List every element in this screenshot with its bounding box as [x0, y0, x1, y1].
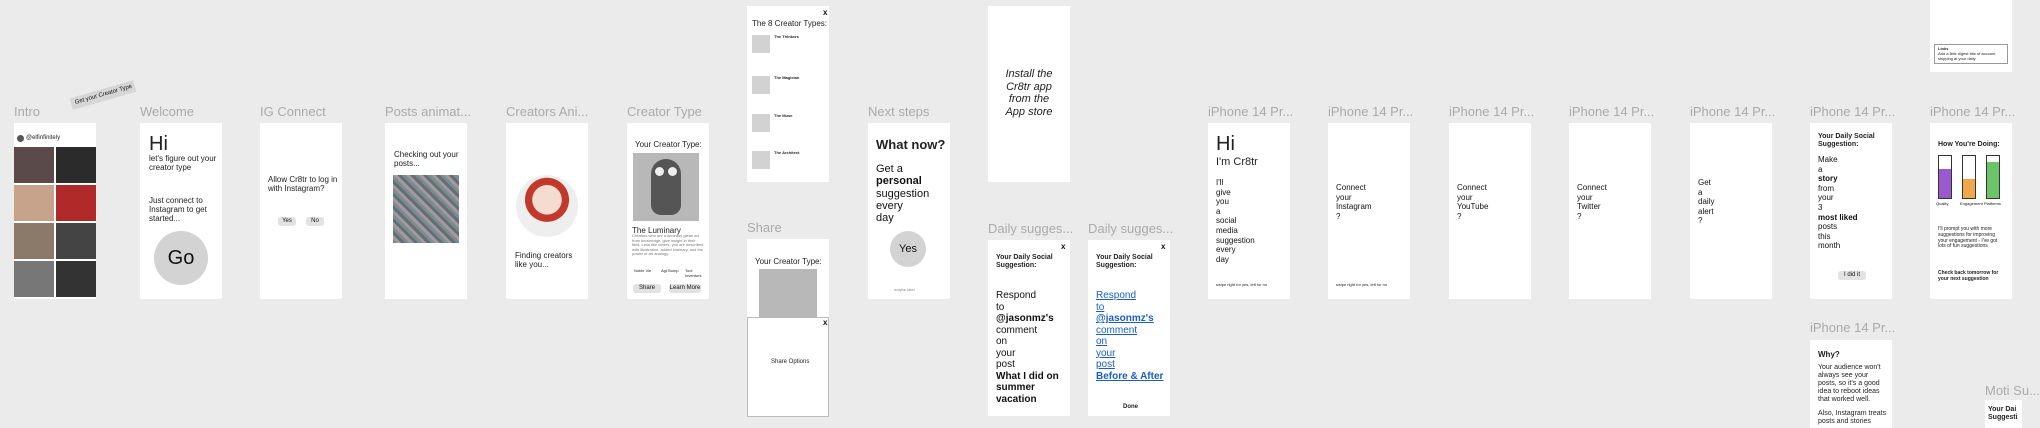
go-button[interactable]: [154, 231, 208, 285]
maybe-later-link[interactable]: maybe later: [894, 287, 915, 292]
share-options-text: Share Options: [771, 359, 810, 365]
frame-label-creators[interactable]: Creators Ani...: [506, 104, 589, 119]
creator-type-title: Your Creator Type:: [635, 140, 702, 149]
trait-3: Tool Inventors: [685, 268, 702, 278]
creators-text: Finding creators like you...: [515, 251, 573, 270]
ig-prompt: Allow Cr8tr to log in with Instagram?: [268, 175, 338, 194]
tooltip-text: Add a little digest title of account shipping at your daily: [1938, 51, 1996, 61]
ip1-name: I'm Cr8tr: [1216, 156, 1258, 168]
frame-iphone-2: [1328, 123, 1410, 299]
frame-label-daily1[interactable]: Daily sugges...: [988, 221, 1074, 236]
frame-iphone-3: [1449, 123, 1531, 299]
frame-label-share[interactable]: Share: [747, 220, 782, 235]
learn-more-button[interactable]: Learn More: [669, 285, 701, 291]
welcome-line1: let's figure out your creator type: [149, 154, 217, 173]
frame-label-daily2[interactable]: Daily sugges...: [1088, 221, 1174, 236]
share-title: Your Creator Type:: [755, 257, 822, 266]
posts-text: Checking out your posts...: [394, 150, 459, 169]
go-label: Go: [167, 247, 195, 269]
no-button[interactable]: No: [306, 217, 324, 226]
daily-title: Your Daily Social Suggestion:: [996, 254, 1053, 270]
type-item: The Architect: [774, 150, 800, 155]
type-item: The Magician: [774, 75, 800, 80]
progress-bar-engagement: [1962, 155, 1976, 199]
sticky-note[interactable]: [70, 80, 137, 110]
frame-label-creator-type[interactable]: Creator Type: [627, 104, 702, 119]
frame-iphone-6: [1810, 123, 1892, 299]
posts-image: [393, 175, 459, 243]
next-body: Get a personal suggestion every day: [876, 163, 930, 225]
frame-iphone-7: [1930, 123, 2012, 299]
progress-bar-quality: [1938, 155, 1952, 199]
frame-iphone-1: [1208, 123, 1290, 299]
tooltip-title: Links: [1938, 46, 1949, 51]
sticky-text: Get your Creator Type: [74, 83, 133, 106]
progress-fill: [1939, 169, 1951, 198]
tooltip-box: [1934, 44, 2008, 64]
ip4-body: Connect your Twitter ?: [1577, 183, 1607, 221]
frame-daily-2: [1088, 240, 1170, 416]
frame-daily-1: [988, 240, 1070, 416]
frame-label-iphone[interactable]: iPhone 14 Pr...: [1449, 104, 1535, 119]
frame-label-moti[interactable]: Moti Su...: [1985, 383, 2040, 398]
yes-button[interactable]: Yes: [278, 217, 296, 226]
type-item: The Thinkers: [774, 34, 799, 39]
close-icon[interactable]: x: [1161, 242, 1166, 251]
close-icon[interactable]: x: [1061, 242, 1066, 251]
frame-label-ig-connect[interactable]: IG Connect: [260, 104, 326, 119]
daily-title: Your Daily Social Suggestion:: [1096, 254, 1153, 270]
ip6-title: Your Daily Social Suggestion:: [1818, 133, 1875, 149]
welcome-hi: Hi: [149, 133, 168, 155]
progress-label: Platforms: [1984, 201, 2001, 206]
ip1-body: I'll give you a social media suggestion every day: [1216, 178, 1255, 264]
frame-why: [1810, 340, 1892, 428]
install-text: Install the Cr8tr app from the App store: [1005, 68, 1053, 118]
frame-label-intro[interactable]: Intro: [14, 104, 41, 119]
frame-label-iphone[interactable]: iPhone 14 Pr...: [1328, 104, 1414, 119]
next-title: What now?: [876, 137, 946, 152]
frame-label-iphone[interactable]: iPhone 14 Pr...: [1930, 104, 2016, 119]
frame-share: [747, 239, 829, 317]
ip7-p2: Check back tomorrow for your next suggestion: [1938, 270, 1999, 282]
progress-bar-platforms: [1986, 155, 2000, 199]
trait-2: Agt Bump: [661, 268, 679, 273]
types-title: The 8 Creator Types:: [752, 19, 827, 28]
frame-label-iphone[interactable]: iPhone 14 Pr...: [1690, 104, 1776, 119]
why-title: Why?: [1818, 350, 1840, 359]
install-card: [988, 6, 1070, 182]
ip1-hi: Hi: [1216, 133, 1235, 155]
frame-posts: [385, 123, 467, 299]
frame-label-welcome[interactable]: Welcome: [140, 104, 194, 119]
owl-image: [633, 153, 699, 221]
frame-iphone-4: [1569, 123, 1651, 299]
trait-1: Noble Vie: [634, 268, 652, 273]
creator-type-desc: Creators who are a luminary glean art from knowledge, give insight in their field. Less like others, you are described with illustration, added luminary, and the power of art analogy.: [632, 233, 704, 257]
welcome-line2: Just connect to Instagram to get started...: [149, 196, 207, 224]
ip5-body: Get a daily alert ?: [1698, 178, 1715, 226]
ip7-p1: I'll prompt you with more suggestions for improving your engagement - I've got lots of fun suggestions: [1938, 226, 1998, 250]
avatar: [17, 135, 24, 142]
share-button[interactable]: Share: [633, 284, 661, 293]
frame-label-iphone[interactable]: iPhone 14 Pr...: [1810, 320, 1896, 335]
progress-fill: [1963, 179, 1975, 198]
frame-label-next[interactable]: Next steps: [868, 104, 930, 119]
next-yes-button[interactable]: [890, 231, 926, 267]
done-button[interactable]: Done: [1123, 404, 1138, 410]
ip2-footer: swipe right for yes, left for no: [1336, 282, 1388, 287]
frame-moti: [1985, 400, 2022, 428]
frame-ig-connect: [260, 123, 342, 299]
frame-welcome: [140, 123, 222, 299]
close-icon[interactable]: x: [823, 318, 828, 327]
frame-creators: [506, 123, 588, 299]
ip3-body: Connect your YouTube ?: [1457, 183, 1489, 221]
frame-creator-types: [747, 6, 829, 182]
creator-type-name: The Luminary: [632, 226, 681, 235]
progress-fill: [1987, 162, 1999, 198]
next-yes-label: Yes: [899, 243, 917, 255]
progress-bars: [1938, 155, 2004, 207]
progress-label: Engagement: [1960, 201, 1983, 206]
frame-iphone-5: [1690, 123, 1772, 299]
frame-label-iphone[interactable]: iPhone 14 Pr...: [1569, 104, 1655, 119]
ip6-body: Make a story from your 3 most liked posts this month: [1818, 155, 1858, 251]
creator-portrait: [516, 175, 578, 237]
ip2-body: Connect your Instagram ?: [1336, 183, 1372, 221]
did-it-button[interactable]: I did it: [1838, 271, 1866, 280]
frame-creator-type: [627, 123, 709, 299]
frame-label-iphone[interactable]: iPhone 14 Pr...: [1208, 104, 1294, 119]
daily-link[interactable]: Respond to @jasonmz's comment on your post Before & After: [1096, 290, 1164, 382]
share-options-sheet: [747, 317, 829, 417]
intro-handle: @elfinfinitely: [26, 135, 61, 141]
owl-thumb: [759, 269, 817, 317]
frame-label-iphone[interactable]: iPhone 14 Pr...: [1810, 104, 1896, 119]
close-icon[interactable]: x: [823, 8, 828, 17]
ip1-footer: swipe right for yes, left for no: [1216, 282, 1268, 287]
daily-body: Respond to @jasonmz's comment on your post What I did on summer vacation: [996, 290, 1059, 405]
why-p2: Also, Instagram treats posts and stories: [1818, 410, 1887, 426]
type-item: The Muse: [774, 113, 793, 118]
frame-intro: [14, 123, 96, 299]
why-p1: Your audience won't always see your posts, so it's a good idea to reboot ideas that worked well.: [1818, 364, 1881, 404]
progress-label: Quality: [1936, 201, 1949, 206]
photo-grid: [14, 147, 96, 297]
frame-next: [868, 123, 950, 299]
frame-label-posts[interactable]: Posts animat...: [385, 104, 471, 119]
ip7-title: How You're Doing:: [1938, 141, 2000, 148]
tooltip-card: [1930, 0, 2012, 72]
moti-title: Your Dai Suggesti: [1988, 406, 2018, 422]
